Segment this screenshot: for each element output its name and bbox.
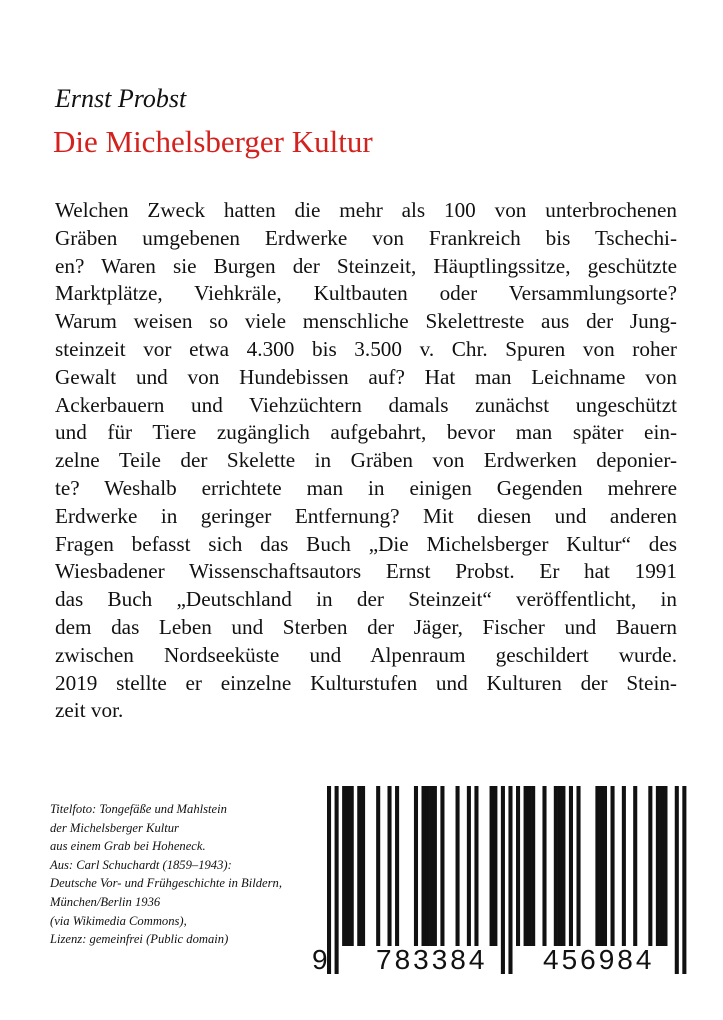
blurb-line: Ackerbauern und Viehzüchtern damals zunächst ungeschützt xyxy=(55,392,677,417)
credit-line: Deutsche Vor- und Frühgeschichte in Bildern, xyxy=(50,876,282,891)
credit-line: Lizenz: gemeinfrei (Public domain) xyxy=(50,932,229,947)
barcode-bar xyxy=(542,786,546,946)
barcode-bar xyxy=(558,786,562,946)
blurb-line: Welchen Zweck hatten die mehr als 100 von unterbrochenen xyxy=(55,198,677,222)
blurb-line: Marktplätze, Viehkräle, Kultbauten oder Versammlungsorte? xyxy=(55,281,677,306)
barcode-bar xyxy=(429,786,433,946)
blurb-line: Gräben umgebenen Erdwerke von Frankreich bis Tschechi- xyxy=(55,225,677,250)
blurb-line: zeit vor. xyxy=(55,698,124,723)
barcode-bar xyxy=(474,786,478,946)
blurb-line: und für Tiere zugänglich aufgebahrt, bevor man später ein- xyxy=(55,420,677,445)
barcode-bar xyxy=(414,786,418,946)
photo-credit xyxy=(50,800,300,949)
barcode-digit-prefix: 9 xyxy=(312,944,331,975)
barcode-bar xyxy=(440,786,444,946)
barcode-bar xyxy=(346,786,350,946)
author-name: Ernst Probst xyxy=(55,84,187,113)
blurb-line: zwischen Nordseeküste und Alpenraum geschildert wurde. xyxy=(55,642,677,667)
blurb-line: 2019 stellte er einzelne Kulturstufen und Kulturen der Stein- xyxy=(55,670,677,695)
barcode-bar xyxy=(663,786,667,946)
barcode-bar xyxy=(599,786,603,946)
barcode-bar xyxy=(422,786,426,946)
blurb-line: te? Weshalb errichtete man in einigen Gegenden mehrere xyxy=(55,475,677,500)
barcode-bar xyxy=(361,786,365,946)
barcode-digits-left: 783384 xyxy=(376,944,488,975)
blurb-line: Gewalt und von Hundebissen auf? Hat man Leichname von xyxy=(55,364,677,389)
barcode-bar xyxy=(490,786,494,946)
barcode-bar xyxy=(569,786,573,946)
barcode-guard-bar xyxy=(508,786,512,974)
barcode-bar xyxy=(531,786,535,946)
barcode-guard-bar xyxy=(501,786,505,974)
barcode-bar xyxy=(576,786,580,946)
barcode-bar xyxy=(554,786,558,946)
credit-line: Titelfoto: Tongefäße und Mahlstein xyxy=(50,802,227,816)
barcode-bar xyxy=(603,786,607,946)
blurb-line: zelne Teile der Skelette in Gräben von Erdwerken deponier- xyxy=(55,448,677,473)
barcode-bar xyxy=(387,786,391,946)
barcode-bar xyxy=(357,786,361,946)
barcode-bar xyxy=(595,786,599,946)
barcode-bar xyxy=(622,786,626,946)
blurb-line: Warum weisen so viele menschliche Skelettreste aus der Jung- xyxy=(55,309,677,334)
credit-line: der Michelsberger Kultur xyxy=(50,820,179,835)
blurb-line: Erdwerke in geringer Entfernung? Mit diesen und anderen xyxy=(55,503,677,528)
barcode-bar xyxy=(433,786,437,946)
barcode-bar xyxy=(376,786,380,946)
credit-line: München/Berlin 1936 xyxy=(50,894,161,909)
credit-line: Aus: Carl Schuchardt (1859–1943): xyxy=(50,857,232,872)
barcode-bar xyxy=(516,786,520,946)
blurb-line: Fragen befasst sich das Buch „Die Michelsberger Kultur“ des xyxy=(55,531,677,556)
barcode-bar xyxy=(524,786,528,946)
barcode-bar xyxy=(395,786,399,946)
blurb-line: en? Waren sie Burgen der Steinzeit, Häuptlingssitze, geschützte xyxy=(55,253,677,278)
barcode-guard-bar xyxy=(682,786,686,974)
credit-line: (via Wikimedia Commons), xyxy=(50,913,187,928)
barcode-bar xyxy=(648,786,652,946)
barcode-guard-bar xyxy=(675,786,679,974)
barcode-bar xyxy=(656,786,660,946)
barcode-bar xyxy=(467,786,471,946)
barcode-bar xyxy=(342,786,346,946)
barcode-digits-right: 456984 xyxy=(543,944,655,975)
blurb-line: das Buch „Deutschland in der Steinzeit“ veröffentlicht, in xyxy=(55,587,677,612)
blurb-text xyxy=(55,197,677,725)
barcode-bar xyxy=(456,786,460,946)
blurb-line: dem das Leben und Sterben der Jäger, Fischer und Bauern xyxy=(55,614,677,639)
barcode-guard-bar xyxy=(335,786,339,974)
blurb-line: Wiesbadener Wissenschaftsautors Ernst Probst. Er hat 1991 xyxy=(55,559,677,584)
barcode-bar xyxy=(493,786,497,946)
book-title: Die Michelsberger Kultur xyxy=(53,124,373,159)
credit-line: aus einem Grab bei Hoheneck. xyxy=(50,839,206,854)
barcode-bar xyxy=(527,786,531,946)
barcode-bar xyxy=(561,786,565,946)
barcode-bar xyxy=(633,786,637,946)
barcode-bar xyxy=(611,786,615,946)
barcode-bar xyxy=(425,786,429,946)
blurb-line: steinzeit vor etwa 4.300 bis 3.500 v. Chr. Spuren von roher xyxy=(55,336,677,361)
barcode-bar xyxy=(660,786,664,946)
barcode-bar xyxy=(350,786,354,946)
